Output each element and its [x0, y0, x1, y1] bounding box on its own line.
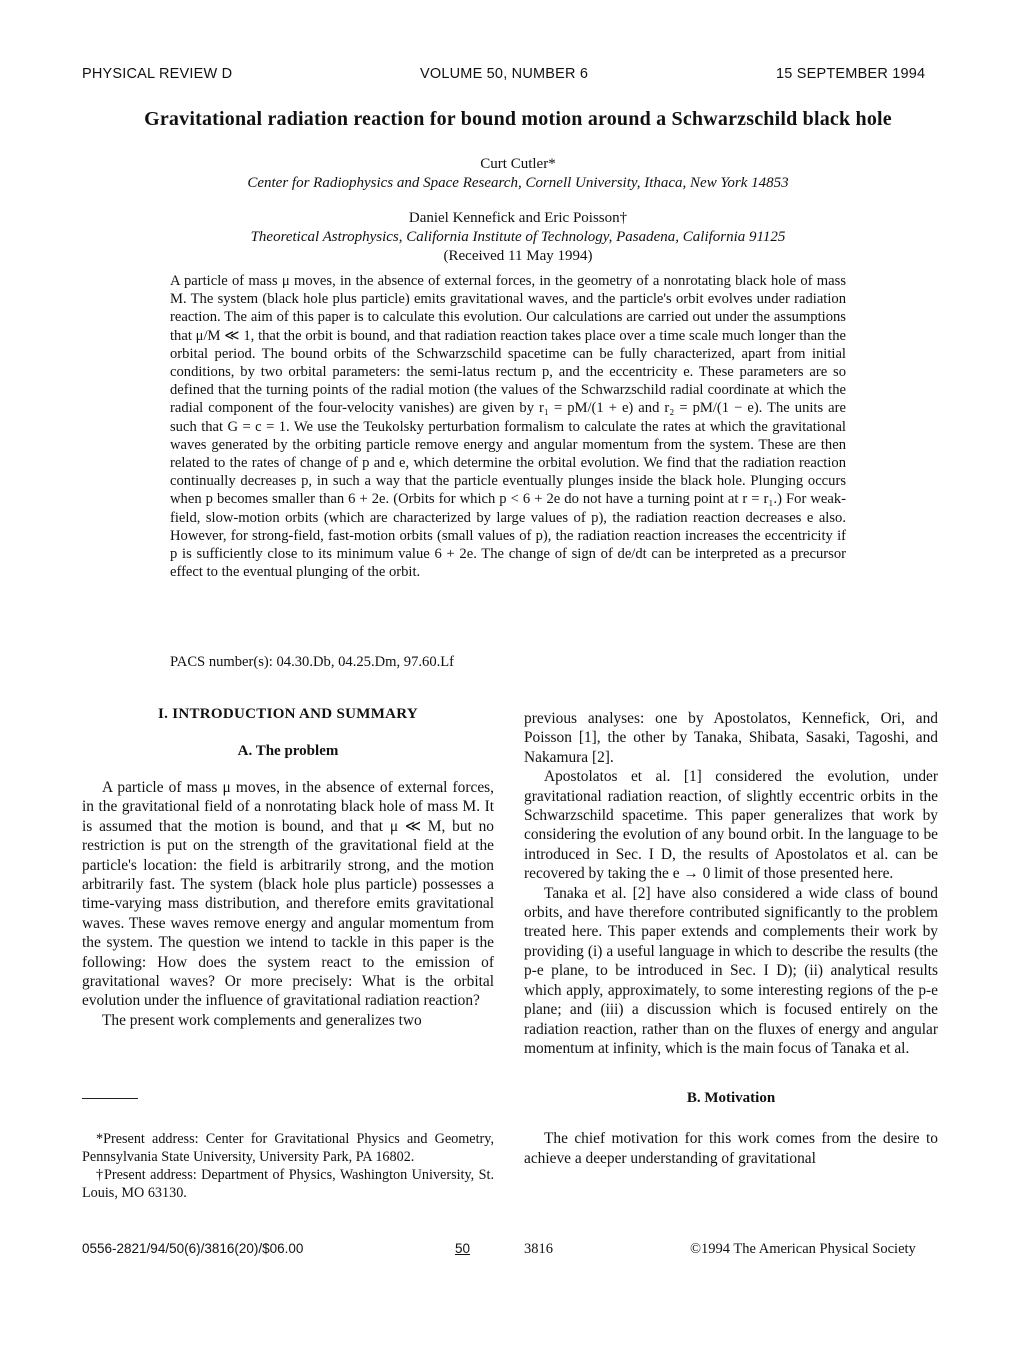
abstract: [170, 272, 846, 581]
footnote: *Present address: Center for Gravitational Physics and Geometry, Pennsylvania State University, University Park, PA 16802.: [82, 1131, 494, 1165]
motivation-text: [524, 1129, 938, 1168]
abstract-text: A particle of mass μ moves, in the absence of external forces, in the geometry of a nonrotating black hole of mass M. The system (black hole plus particle) emits gravitational waves, and the particle's orbit evolves under radiation reaction. The aim of this paper is to calculate this evolution. Our calculations are carried out under the assumptions that μ/M ≪ 1, that the orbit is bound, and that radiation reaction takes place over a time scale much longer than the orbital period. The bound orbits of the Schwarzschild spacetime can be fully characterized, apart from initial conditions, by two orbital parameters: the semi-latus rectum p, and the eccentricity e. These parameters are so defined that the turning points of the radial motion (the values of the Schwarzschild radial coordinate at which the radial component of the four-velocity vanishes) are given by r₁ = pM/(1 + e) and r₂ = pM/(1 − e). The units are such that G = c = 1. We use the Teukolsky perturbation formalism to calculate the rates at which the gravitational waves generated by the orbiting particle remove energy and angular momentum from the system. These are then related to the rates of change of p and e, which determine the orbital evolution. We find that the radiation reaction continually decreases p, in such a way that the particle eventually plunges inside the black hole. Plunging occurs when p becomes smaller than 6 + 2e. (Orbits for which p < 6 + 2e do not have a turning point at r = r₁.) For weak-field, slow-motion orbits (which are characterized by large values of p), the radiation reaction decreases e also. However, for strong-field, fast-motion orbits (small values of p), the radiation reaction increases the eccentricity if p is sufficiently close to its minimum value 6 + 2e. The change of sign of de/dt can be interpreted as a precursor effect to the eventual plunging of the orbit.: [170, 273, 846, 581]
intro-text: [82, 778, 494, 1030]
paragraph: A particle of mass μ moves, in the absence of external forces, in the gravitational field of a nonrotating black hole of mass M. It is assumed that the motion is bound, and that μ ≪ M, but no restriction is put on the strength of the gravitational field at the particle's location: the field is arbitrarily strong, and the motion arbitrarily fast. The system (black hole plus particle) possesses a time-varying mass distribution, and therefore emits gravitational waves. These waves remove energy and angular momentum from the system. The question we intend to tackle in this paper is the following: How does the system react to the emission of gravitational waves? Or more precisely: What is the orbital evolution under the influence of gravitational radiation reaction?: [82, 779, 494, 1010]
affiliation-2: Theoretical Astrophysics, California Institute of Technology, Pasadena, California 91125: [250, 229, 786, 245]
issue-date: 15 SEPTEMBER 1994: [776, 66, 926, 82]
section-heading: I. INTRODUCTION AND SUMMARY: [157, 706, 419, 722]
subsection-a-heading: A. The problem: [237, 743, 339, 759]
footnote-rule: [82, 1098, 138, 1099]
article-code: 0556-2821/94/50(6)/3816(20)/$06.00: [82, 1241, 304, 1256]
received-date: (Received 11 May 1994): [443, 248, 593, 264]
paragraph: Apostolatos et al. [1] considered the evolution, under gravitational radiation reaction, of slightly eccentric orbits in the Schwarzschild spacetime. This paper generalizes that work by considering the evolution of any bound orbit. In the language to be introduced in Sec. I D, the results of Apostolatos et al. can be recovered by taking the e → 0 limit of those presented here.: [524, 768, 938, 883]
author-1: Curt Cutler*: [480, 156, 556, 172]
pacs-numbers: PACS number(s): 04.30.Db, 04.25.Dm, 97.60.Lf: [170, 654, 455, 670]
journal-name: PHYSICAL REVIEW D: [82, 66, 233, 82]
author-2: Daniel Kennefick and Eric Poisson†: [408, 210, 628, 226]
paragraph: The present work complements and generalizes two: [102, 1011, 422, 1029]
footnotes: [82, 1130, 494, 1202]
paper-title: Gravitational radiation reaction for bound motion around a Schwarzschild black hole: [144, 108, 892, 130]
footnote: †Present address: Department of Physics, Washington University, St. Louis, MO 63130.: [82, 1167, 494, 1201]
volume-number: VOLUME 50, NUMBER 6: [420, 66, 589, 82]
right-column: [524, 709, 938, 1168]
subsection-b-heading: B. Motivation: [686, 1090, 776, 1107]
copyright: ©1994 The American Physical Society: [690, 1241, 916, 1257]
affiliation-1: Center for Radiophysics and Space Research, Cornell University, Ithaca, New York 14853: [247, 175, 789, 191]
intro-text-continued: [524, 709, 938, 1058]
volume-footer: 50: [455, 1241, 471, 1256]
page-number: 3816: [524, 1241, 553, 1257]
paragraph: previous analyses: one by Apostolatos, Kennefick, Ori, and Poisson [1], the other by Tanaka, Shibata, Sasaki, Tagoshi, and Nakamura [2].: [524, 710, 938, 766]
paragraph: Tanaka et al. [2] have also considered a wide class of bound orbits, and have therefore contributed significantly to the problem treated here. This paper extends and complements their work by providing (i) a useful language in which to describe the results (the p-e plane, to be introduced in Sec. I D); (ii) analytical results which apply, approximately, to some interesting regions of the p-e plane; and (iii) a discussion which is focused entirely on the radiation reaction, rather than on the fluxes of energy and angular momentum at infinity, which is the main focus of Tanaka et al.: [524, 884, 938, 1057]
paragraph: The chief motivation for this work comes from the desire to achieve a deeper understanding of gravitational: [524, 1130, 938, 1167]
left-column: [82, 706, 494, 1030]
